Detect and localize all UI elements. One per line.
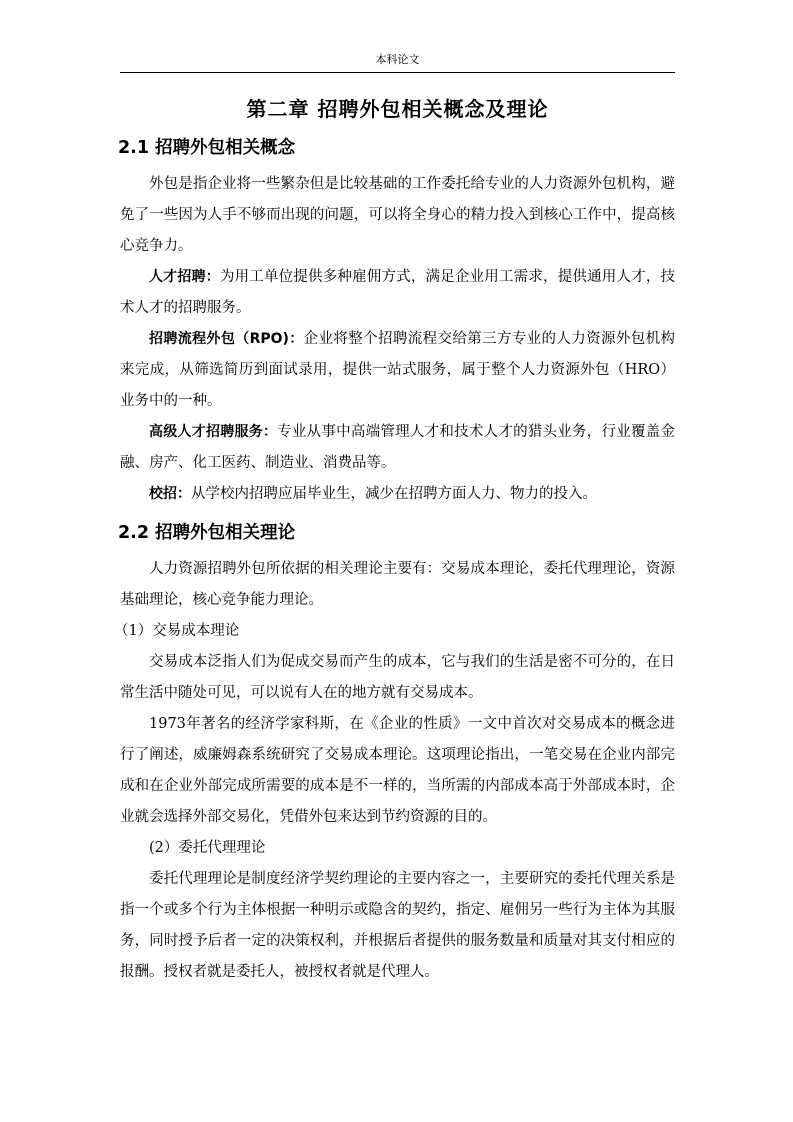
term-label: 招聘流程外包（RPO)： <box>149 331 304 347</box>
list-item-transaction-cost: （1）交易成本理论 <box>114 623 240 639</box>
paragraph-talent-recruitment <box>120 262 675 324</box>
term-text: 从学校内招聘应届毕业生，减少在招聘方面人力、物力的投入。 <box>191 486 597 502</box>
paragraph-coase: 1973年著名的经济学家科斯，在《企业的性质》一文中首次对交易成本的概念进行了阐述，威廉姆森系统研究了交易成本理论。这项理论指出，一笔交易在企业内部完成和在企业外部完成所需要的成本是不一样的，当所需的内部成本高于外部成本时，企业就会选择外部交易化，凭借外包来达到节约资源的目的。 <box>120 716 675 825</box>
section-heading-2-1: 2.1 招聘外包相关概念 <box>118 138 296 158</box>
paragraph-principal-agent: 委托代理理论是制度经济学契约理论的主要内容之一，主要研究的委托代理关系是指一个或多个行为主体根据一种明示或隐含的契约，指定、雇佣另一些行为主体为其服务，同时授予后者一定的决策权利，并根据后者提供的服务数量和质量对其支付相应的报酬。授权者就是委托人，被授权者就是代理人。 <box>120 871 675 980</box>
section-heading-2-2: 2.2 招聘外包相关理论 <box>118 523 296 543</box>
paragraph-executive-search <box>120 417 675 479</box>
paragraph-outsourcing-definition: 外包是指企业将一些繁杂但是比较基础的工作委托给专业的人力资源外包机构，避免了一些因为人手不够而出现的问题，可以将全身心的精力投入到核心工作中，提高核心竞争力。 <box>120 176 675 254</box>
chapter-title: 第二章 招聘外包相关概念及理论 <box>246 97 549 121</box>
paragraph-campus-recruitment <box>120 479 675 510</box>
term-text: 专业从事中高端管理人才和技术人才的猎头业务，行业覆盖金融、房产、化工医药、制造业、消费品等。 <box>120 424 675 471</box>
document-page <box>114 0 676 988</box>
term-text: 企业将整个招聘流程交给第三方专业的人力资源外包机构来完成，从筛选简历到面试录用，提供一站式服务，属于整个人力资源外包（HRO）业务中的一种。 <box>120 331 675 409</box>
paragraph-theories-intro: 人力资源招聘外包所依据的相关理论主要有：交易成本理论，委托代理理论，资源基础理论，核心竞争能力理论。 <box>120 561 675 608</box>
page-header: 本科论文 <box>120 52 675 73</box>
term-label: 人才招聘： <box>149 269 220 285</box>
paragraph-rpo <box>120 324 675 417</box>
term-label: 高级人才招聘服务： <box>149 424 278 440</box>
list-item-principal-agent: (2）委托代理理论 <box>149 840 266 856</box>
term-text: 为用工单位提供多种雇佣方式，满足企业用工需求，提供通用人才，技术人才的招聘服务。 <box>120 269 676 316</box>
paragraph-transaction-cost-definition: 交易成本泛指人们为促成交易而产生的成本，它与我们的生活是密不可分的，在日常生活中随处可见，可以说有人在的地方就有交易成本。 <box>120 654 675 701</box>
term-label: 校招： <box>149 486 191 502</box>
